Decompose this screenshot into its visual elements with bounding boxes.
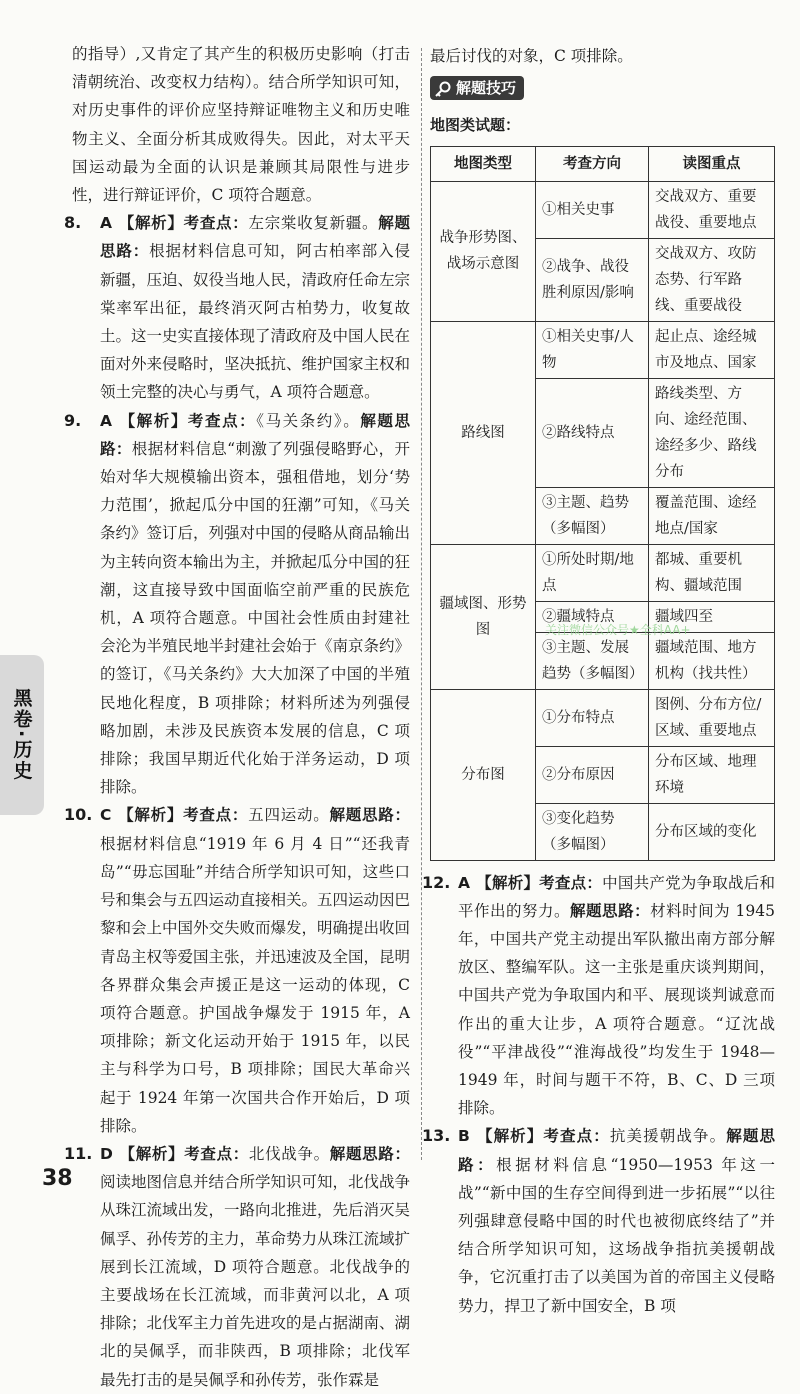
analysis-body: 根据材料信息“刺激了列强侵略野心，开始对华大规模输出资本，强租借地，划分‘势力范围’，掀起瓜分中国的狂潮”可知，《马关条约》签订后，列强对中国的侵略从商品输出为主转向资本输出为主，并掀起瓜分中国的狂潮，这直接导致中国面临空前严重的民族危机，A 项符合题意。中国社会性质由封建社会沦为半殖民地半封建社会始于《南京条约》的签订，《马关条约》大大加深了中国的半殖民地化程度，B 项排除；材料所述为列强侵略加剧，未涉及民族资本发展的信息，C 项排除；我国早期近代化始于洋务运动，D 项排除。 xyxy=(100,439,411,797)
analysis-tag: 【解析】考查点： xyxy=(117,806,249,825)
solution-tag: 解题思路： xyxy=(329,1144,410,1163)
solution-tag: 解题思路： xyxy=(570,901,651,920)
header-map-type: 地图类型 xyxy=(431,146,536,181)
table-row xyxy=(431,181,775,238)
direction-cell: ②路线特点 xyxy=(536,378,649,487)
answer-letter: A xyxy=(100,214,112,233)
direction-cell: ①所处时期/地点 xyxy=(536,544,649,601)
solution-tag: 解题思路： xyxy=(458,1127,775,1174)
item-number: 10. xyxy=(64,805,93,825)
watermark-text: 关注微信公众号★全科AA+ xyxy=(545,623,691,637)
focus-cell: 分布区域、地理环境 xyxy=(649,746,775,803)
topic: 北伐战争。 xyxy=(248,1144,330,1163)
solution-tag: 解题思路： xyxy=(100,214,410,261)
analysis-tag: 【解析】考查点： xyxy=(475,1127,610,1146)
table-header-row xyxy=(431,146,775,181)
focus-cell: 分布区域的变化 xyxy=(649,803,775,860)
table-row xyxy=(431,544,775,601)
map-question-table xyxy=(430,146,775,861)
focus-cell: 路线类型、方向、途经范围、途经多少、路线分布 xyxy=(649,378,775,487)
direction-cell: ①相关史事 xyxy=(536,181,649,238)
analysis-tag: 【解析】考查点： xyxy=(118,1144,249,1163)
focus-cell: 疆域范围、地方机构（找共性） xyxy=(649,632,775,689)
answer-letter: A xyxy=(458,873,470,892)
focus-cell: 起止点、途经城市及地点、国家 xyxy=(649,321,775,378)
map-question-heading: 地图类试题： xyxy=(430,116,521,135)
item-number: 12. xyxy=(422,872,451,892)
item-number: 11. xyxy=(64,1143,93,1163)
tips-badge xyxy=(430,76,524,100)
map-type-cell: 战争形势图、战场示意图 xyxy=(431,181,536,321)
answer-item-10 xyxy=(64,801,411,1139)
topic: 左宗棠收复新疆。 xyxy=(248,214,379,233)
map-type-cell: 分布图 xyxy=(431,689,536,860)
focus-cell: 图例、分布方位/区域、重要地点 xyxy=(649,689,775,746)
right-intro-paragraph: 最后讨伐的对象，C 项排除。 xyxy=(430,47,633,65)
analysis-body: 根据材料信息可知，阿古柏率部入侵新疆，压迫、奴役当地人民，清政府任命左宗棠率军出征，最终消灭阿古柏势力，收复故土。这一史实直接体现了清政府及中国人民在面对外来侵略时，坚决抵抗、维护国家主权和领土完整的决心与勇气，A 项符合题意。 xyxy=(100,242,411,402)
analysis-tag: 【解析】考查点： xyxy=(476,873,603,892)
analysis-body: 根据材料信息“1919 年 6 月 4 日”“还我青岛”“毋忘国耻”并结合所学知识可知，这些口号和集会与五四运动直接相关。五四运动因巴黎和会上中国外交失败而爆发，明确提出收回青岛主权等爱国主张，并迅速波及全国，昆明各界群众集会声援正是这一运动的体现，C 项符合题意。护国战争爆发于 1915 年，A 项排除；新文化运动开始于 1915 年，以民主与科学为口号，B 项排除；国民大革命兴起于 1924 年第一次国共合作开始后，D 项排除。 xyxy=(100,834,411,1135)
answer-letter: B xyxy=(458,1127,470,1146)
direction-cell: ①相关史事/人物 xyxy=(536,321,649,378)
answer-item-9 xyxy=(64,407,411,802)
answer-letter: C xyxy=(100,806,112,825)
analysis-tag: 【解析】考查点： xyxy=(118,214,249,233)
answer-letter: A xyxy=(100,411,112,430)
map-type-cell: 疆域图、形势图 xyxy=(431,544,536,689)
header-direction: 考查方向 xyxy=(536,146,649,181)
answer-item-13 xyxy=(422,1122,775,1319)
focus-cell: 都城、重要机构、疆域范围 xyxy=(649,544,775,601)
table-row xyxy=(431,321,775,378)
direction-cell: ②分布原因 xyxy=(536,746,649,803)
map-type-cell: 路线图 xyxy=(431,321,536,544)
topic: 五四运动。 xyxy=(248,806,330,825)
direction-cell: ②战争、战役胜利原因/影响 xyxy=(536,238,649,321)
item-number: 13. xyxy=(422,1126,451,1146)
tips-label: 解题技巧 xyxy=(456,79,517,98)
answer-item-11 xyxy=(64,1140,411,1394)
page-number: 38 xyxy=(42,1166,73,1191)
header-focus: 读图重点 xyxy=(649,146,775,181)
direction-cell: ③主题、趋势（多幅图） xyxy=(536,487,649,544)
side-tab xyxy=(0,655,44,815)
direction-cell: ①分布特点 xyxy=(536,689,649,746)
side-tab-label: 黑卷·历史 xyxy=(10,688,33,782)
right-column xyxy=(422,42,775,1320)
answer-item-8 xyxy=(64,209,411,406)
solution-tag: 解题思路： xyxy=(100,411,410,458)
key-icon xyxy=(434,79,452,97)
topic: 中国共产党为争取战后和平作出的努力。 xyxy=(458,873,775,920)
column-divider xyxy=(421,48,422,1160)
direction-cell: ③主题、发展趋势（多幅图） xyxy=(536,632,649,689)
analysis-body: 材料时间为 1945 年，中国共产党主动提出军队撤出南方部分解放区、整编军队。这一主张是重庆谈判期间，中国共产党为争取国内和平、展现谈判诚意而作出的重大让步，A 项符合题意。“辽沈战役”“平津战役”“淮海战役”均发生于 1948—1949 年，时间与题干不符，B、C、D 三项排除。 xyxy=(458,901,775,1118)
answer-letter: D xyxy=(100,1144,113,1163)
analysis-tag: 【解析】考查点： xyxy=(118,411,257,430)
focus-cell: 疆域四至 xyxy=(649,601,775,632)
topic: 抗美援朝战争。 xyxy=(609,1127,727,1146)
direction-cell: ③变化趋势（多幅图） xyxy=(536,803,649,860)
left-column xyxy=(64,40,411,1394)
topic: 《马关条约》。 xyxy=(256,411,361,430)
left-intro-paragraph: 的指导）,又肯定了其产生的积极历史影响（打击清朝统治、改变权力结构）。结合所学知识可知，对历史事件的评价应坚持辩证唯物主义和历史唯物主义、全面分析其成败得失。因此，对太平天国运动最为全面的认识是兼顾其局限性与进步性，进行辩证评价，C 项符合题意。 xyxy=(72,45,410,205)
analysis-body: 根据材料信息“1950—1953 年这一战”“新中国的生存空间得到进一步拓展”“以往列强肆意侵略中国的时代也被彻底终结了”并结合所学知识可知，这场战争指抗美援朝战争，它沉重打击了以美国为首的帝国主义侵略势力，捍卫了新中国安全，B 项 xyxy=(458,1155,775,1315)
item-number: 9. xyxy=(64,410,82,430)
answer-item-12 xyxy=(422,869,775,1123)
item-number: 8. xyxy=(64,213,82,233)
direction-cell: ②疆域特点 xyxy=(536,601,649,632)
solution-tag: 解题思路： xyxy=(329,806,410,825)
focus-cell: 交战双方、攻防态势、行军路线、重要战役 xyxy=(649,238,775,321)
focus-cell: 交战双方、重要战役、重要地点 xyxy=(649,181,775,238)
analysis-body: 阅读地图信息并结合所学知识可知，北伐战争从珠江流域出发，一路向北推进，先后消灭吴佩孚、孙传芳的主力，革命势力从珠江流域扩展到长江流域，D 项符合题意。北伐战争的主要战场在长江流域，而非黄河以北，A 项排除；北伐军主力首先进攻的是占据湖南、湖北的吴佩孚，而非陕西，B 项排除；北伐军最先打击的是吴佩孚和孙传芳，张作霖是 xyxy=(100,1173,411,1389)
table-row xyxy=(431,689,775,746)
focus-cell: 覆盖范围、途经地点/国家 xyxy=(649,487,775,544)
